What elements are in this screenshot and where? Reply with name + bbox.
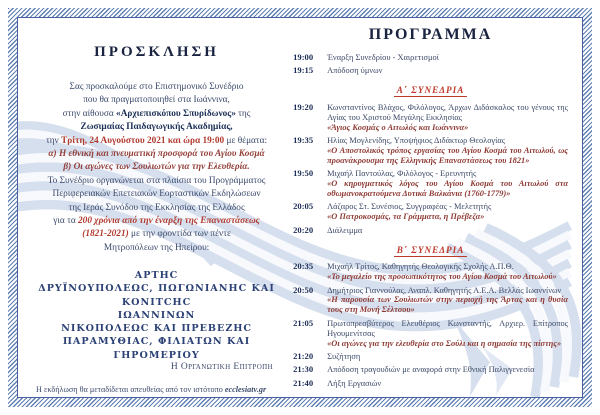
invitation-line: που θα πραγματοποιηθεί στα Ιωάννινα, <box>83 95 230 106</box>
metropolis-item: ΠΑΡΑΜΥΘΙΑC, ΦΙΛΙΑΤΩΝ ΚΑΙ ΓΗΡΟΜΕΡΙΟΥ <box>62 336 251 361</box>
lecture-title: «Η παρουσία των Σουλιωτών στην περιοχή της Άρτας και η θυσία τους στη Μονή Σέλτσου» <box>327 295 568 315</box>
program-description: Απόδοση ύμνων <box>327 66 383 76</box>
program-description: Μιχαήλ Παντούλας, Φιλόλογος - Ερευνητής «Ο κηρυγματικός λόγος του Αγίου Κοσμά του Αιτωλού στα οθωμανοκρατούμενα Δυτικά Βαλκάνια (1760-1779)» <box>327 169 568 199</box>
lecture-title: «Ο Αποστολικός τρόπος εργασίας του Αγίου Κοσμά του Αιτωλού, ως προανάκρουσμα της Ελληνικής Επαναστάσεως του 1821» <box>327 145 568 165</box>
program-time: 21:40 <box>293 377 314 388</box>
program-item <box>293 103 568 133</box>
program-time: 21:30 <box>293 364 314 375</box>
program-description: Ηλίας Μογλενίδης, Υποψήφιος Διδάκτωρ Θεολογίας «Ο Αποστολικός τρόπος εργασίας του Αγίου Κοσμά του Αιτωλού, ως προανάκρουσμα της Ελληνικής Επαναστάσεως του 1821» <box>327 136 568 165</box>
program-item <box>293 319 568 349</box>
lecture-title: «Άγιος Κοσμάς ο Αιτωλός και Ιωάννινα» <box>327 122 469 132</box>
program-description: Λήξη Εργασιών <box>327 378 382 388</box>
invitation-topic-b: β) Οι αγώνες των Σουλιωτών για την Ελευθερία. <box>63 162 250 173</box>
program-time: 20:50 <box>293 284 314 295</box>
metropolis-item: ΑΡΤΗC <box>134 270 179 282</box>
invitation-line: Μητροπόλεων της Ηπείρου: <box>103 242 210 253</box>
program-time: 21:20 <box>293 350 314 361</box>
program-description: Μιχαήλ Τρίτος, Καθηγητής Θεολογικής Σχολής Α.Π.Θ. «Το μεγαλείο της προσωπικότητος του Αγίου Κοσμά του Αιτωλού» <box>327 262 568 282</box>
program-time: 19:00 <box>293 52 314 62</box>
program-description: Κωνσταντίνος Βλάχος, Φιλόλογος, Άρχων Διδάσκαλος του γένους της Αγίας του Χριστού Μεγάλης Εκκλησίας «Άγιος Κοσμάς ο Αιτωλός και Ιωάννινα» <box>327 102 568 132</box>
program-description: Λάζαρος Στ. Συνέσιος, Συγγραφέας - Μελετητής «Ο Πατροκοσμάς, τα Γράμματα, η Πρέβεζα» <box>327 202 568 222</box>
broadcast-note: Η εκδήλωση θα μεταδίδεται απευθείας από τον ιστότοπο ecclesiatv.gr <box>36 384 267 394</box>
program-description: Δημήτριος Γιαννούλας, Αναπλ. Καθηγητής Α.Ε.Α. Βελλάς Ιωαννίνων «Η παρουσία των Σουλιωτών στην περιοχή της Άρτας και η θυσία τους στη Μονή Σέλτσου» <box>327 285 568 315</box>
session-b-heading: Β΄ ΣΥΝΕΔΡΙΑ <box>394 245 468 257</box>
invitation-line: στην αίθουσα «Αρχιεπισκόπου Σπυρίδωνος» της <box>62 108 251 119</box>
organizing-committee-signature: Η Οργανωτικη Επιτροπη <box>170 361 274 372</box>
page-content <box>18 18 582 397</box>
program-time: 21:05 <box>293 317 314 328</box>
program-time: 20:35 <box>293 261 314 272</box>
program-time: 20:05 <box>293 201 314 212</box>
metropolis-item: ΔΡΥΪΝΟΥΠΟΛΕΩC, ΠΩΓΩΝΙΑΝΗC ΚΑΙ ΚΟΝΙΤCΗC <box>38 283 275 308</box>
program-item <box>293 226 568 236</box>
program-description: Απόδοση τραγουδιών με αναφορά στην Εθνική Παλιγγενεσία <box>327 365 535 375</box>
invitation-line: της Ιεράς Συνόδου της Εκκλησίας της Ελλάδος <box>68 202 245 213</box>
program-item <box>293 202 568 222</box>
program-item <box>293 379 568 389</box>
program-time: 20:20 <box>293 224 314 235</box>
program-title: ΠΡΟΓΡΑΜΜΑ <box>368 26 493 43</box>
metropolis-list <box>36 269 277 361</box>
lecture-title: «Οι αγώνες για την ελευθερία στο Σούλι και η σημασία της πίστης» <box>327 338 562 348</box>
invitation-panel <box>30 24 281 393</box>
program-description: Διάλειμμα <box>327 225 363 235</box>
session-b-row <box>293 240 568 258</box>
program-time: 19:35 <box>293 135 314 146</box>
lecture-title: «Το μεγαλείο της προσωπικότητος του Αγίου Κοσμά του Αιτωλού» <box>327 272 557 282</box>
program-item <box>293 352 568 362</box>
lecture-title: «Ο κηρυγματικός λόγος του Αγίου Κοσμά του Αιτωλού στα οθωμανοκρατούμενα Δυτικά Βαλκάνια (1760-1779)» <box>327 179 568 199</box>
invitation-line: (1821-2021) με την φροντίδα των πέντε <box>82 229 231 240</box>
session-a-heading: Α΄ ΣΥΝΕΔΡΙΑ <box>394 85 468 97</box>
program-item <box>293 53 568 63</box>
program-description: Έναρξη Συνεδρίου - Χαιρετισμοί <box>327 53 439 62</box>
invitation-line: Περιφερειακών Επετειακών Εορταστικών Εκδηλώσεων <box>52 189 261 200</box>
program-item <box>293 262 568 282</box>
invitation-title: ΠΡΟΣΚΛΗΣΗ <box>94 44 219 60</box>
program-time: 19:20 <box>293 101 314 112</box>
program-item <box>293 286 568 316</box>
metropolis-item: ΙΩΑΝΝΙΝΩΝ <box>117 309 196 321</box>
lecture-title: «Ο Πατροκοσμάς, τα Γράμματα, η Πρέβεζα» <box>327 212 485 222</box>
program-description: Συζήτηση <box>327 351 361 361</box>
program-time: 19:15 <box>293 65 314 76</box>
invitation-line: Σας προσκαλούμε στο Επιστημονικό Συνέδριο <box>69 82 244 92</box>
striped-border-frame <box>8 8 592 407</box>
invitation-line-date: την Τρίτη, 24 Αυγούστου 2021 και ώρα 19:00 με θέματα: <box>45 135 268 146</box>
ecclesiatv-url: ecclesiatv.gr <box>224 384 267 394</box>
program-item <box>293 66 568 76</box>
session-a-row <box>293 80 568 98</box>
program-item <box>293 136 568 166</box>
program-item <box>293 365 568 375</box>
invitation-line: Το Συνέδριο οργανώνεται στα πλαίσια του Προγράμματος <box>47 175 266 186</box>
invitation-line: Ζωσιμαίας Παιδαγωγικής Ακαδημίας, <box>80 122 233 133</box>
program-item <box>293 169 568 199</box>
metropolis-item: ΝΙΚΟΠΟΛΕΩC ΚΑΙ ΠΡΕΒΕΖΗC <box>61 323 253 335</box>
program-description: Πρωτοπρεσβύτερος Ελευθέριος Κωνσταντής, Αρχιερ. Επίτροπος Ηγουμενίτσας «Οι αγώνες για την ελευθερία στο Σούλι και η σημασία της πίστης» <box>327 318 568 348</box>
page-inner <box>17 17 583 398</box>
invitation-topic-a: α) Η εθνική και πνευματική προσφορά του Αγίου Κοσμά <box>48 149 265 160</box>
invitation-line-anniversary: για τα 200 χρόνια από την έναρξη της Επαναστάσεως <box>53 216 260 227</box>
program-time: 19:50 <box>293 168 314 179</box>
program-panel <box>281 24 570 393</box>
